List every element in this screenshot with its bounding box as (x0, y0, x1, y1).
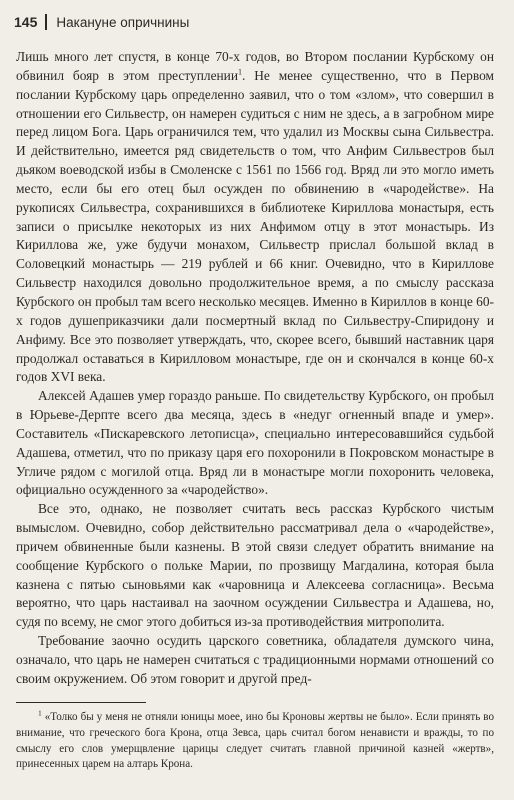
footnote-marker: 1 (38, 708, 42, 718)
paragraph-1 (16, 48, 494, 387)
footnote-reference: 1 (238, 67, 243, 77)
paragraph-4: Требование заочно осудить царского советника, обладателя думского чина, означало, что царь не намерен считаться с традиционными нормами отношений со своим окружением. Об этом говорит и другой пред- (16, 633, 494, 686)
paragraph-3: Все это, однако, не позволяет считать весь рассказ Курбского чистым вымыслом. Очевидно, собор действительно рассматривал дела о «чародействе», причем обвиненные были казнены. В этой связи следует обратить внимание на сообщение Курбского о польке Марии, по прозвищу Магдалина, которая была казнена с пятью сыновьями как «чаровница и Алексеева согласница». Весьма вероятно, что царь настаивал на заочном осуждении Сильвестра и Адашева, но, судя по всему, не смог этого добиться из-за противодействия митрополита. (16, 501, 494, 630)
page-number: 145 (14, 14, 38, 30)
paragraph-1-lead: Лишь много лет спустя, в конце 70-х годов, во Втором послании Курбскому он обвинил бояр в этом преступлении (16, 49, 494, 83)
paragraph-2: Алексей Адашев умер гораздо раньше. По свидетельству Курбского, он пробыл в Юрьеве-Дерпте всего два месяца, здесь в «недуг огненный впаде и умер». Составитель «Пискаревского летописца», специально интересовавшийся судьбой Адашева, отметил, что по приказу царя его похоронили в Покровском монастыре в Угличе рядом с могилой отца. Вряд ли в монастыре могли похоронить человека, официально осужденного за «чародейство». (16, 388, 494, 498)
footnote (16, 710, 494, 773)
running-header (14, 10, 189, 34)
footnote-text: «Толко бы у меня не отняли юницы моее, ино бы Кроновы жертвы не было». Если принять во внимание, что греческого бога Крона, отца Зевса, царь считал богом ненависти и вражды, то по смыслу его слов умерщвление царицы следует считать главной причиной казней «жертв», принесенных царем на алтарь Крона. (16, 711, 494, 771)
header-divider (45, 14, 47, 30)
paragraph-1-rest: . Не менее существенно, что в Первом послании Курбскому царь определенно заявил, что о том «злом», что совершил в отношении его Сильвестр, он намерен судиться с ним не здесь, а в загробном мире перед лицом Бога. Царь ограничился тем, что удалил из Москвы сына Сильвестра. И действительно, имеется ряд свидетельств о том, что Анфим Сильвестров был дьяком воеводской избы в Смоленске с 1561 по 1566 год. Вряд ли это могло иметь место, если бы его отец был осужден по обвинению в «чародействе». На рукописях Сильвестра, сохранившихся в библиотеке Кириллова монастыря, есть записи о присылке некоторых из них Анфимом отцу в этот монастырь. Из Кириллова же, уже будучи монахом, Сильвестр прислал большой вклад в Соловецкий монастырь — 219 рублей и 66 книг. Очевидно, что в Кириллове Сильвестр находился довольно продолжительное время, а по смыслу рассказа Курбского он пробыл там всего несколько месяцев. Именно в Кириллов в конце 60-х годов душеприказчики дали посмертный вклад по Сильвестру-Спиридону и Анфиму. Все это позволяет утверждать, что, скорее всего, бывший наставник царя продолжал оставаться в Кирилловом монастыре, где он и скончался в конце 60-х годов XVI века. (16, 67, 494, 385)
running-title: Накануне опричнины (56, 14, 190, 30)
footnote-divider (16, 702, 146, 703)
main-text (16, 48, 494, 689)
footnote-text-block (16, 710, 494, 773)
